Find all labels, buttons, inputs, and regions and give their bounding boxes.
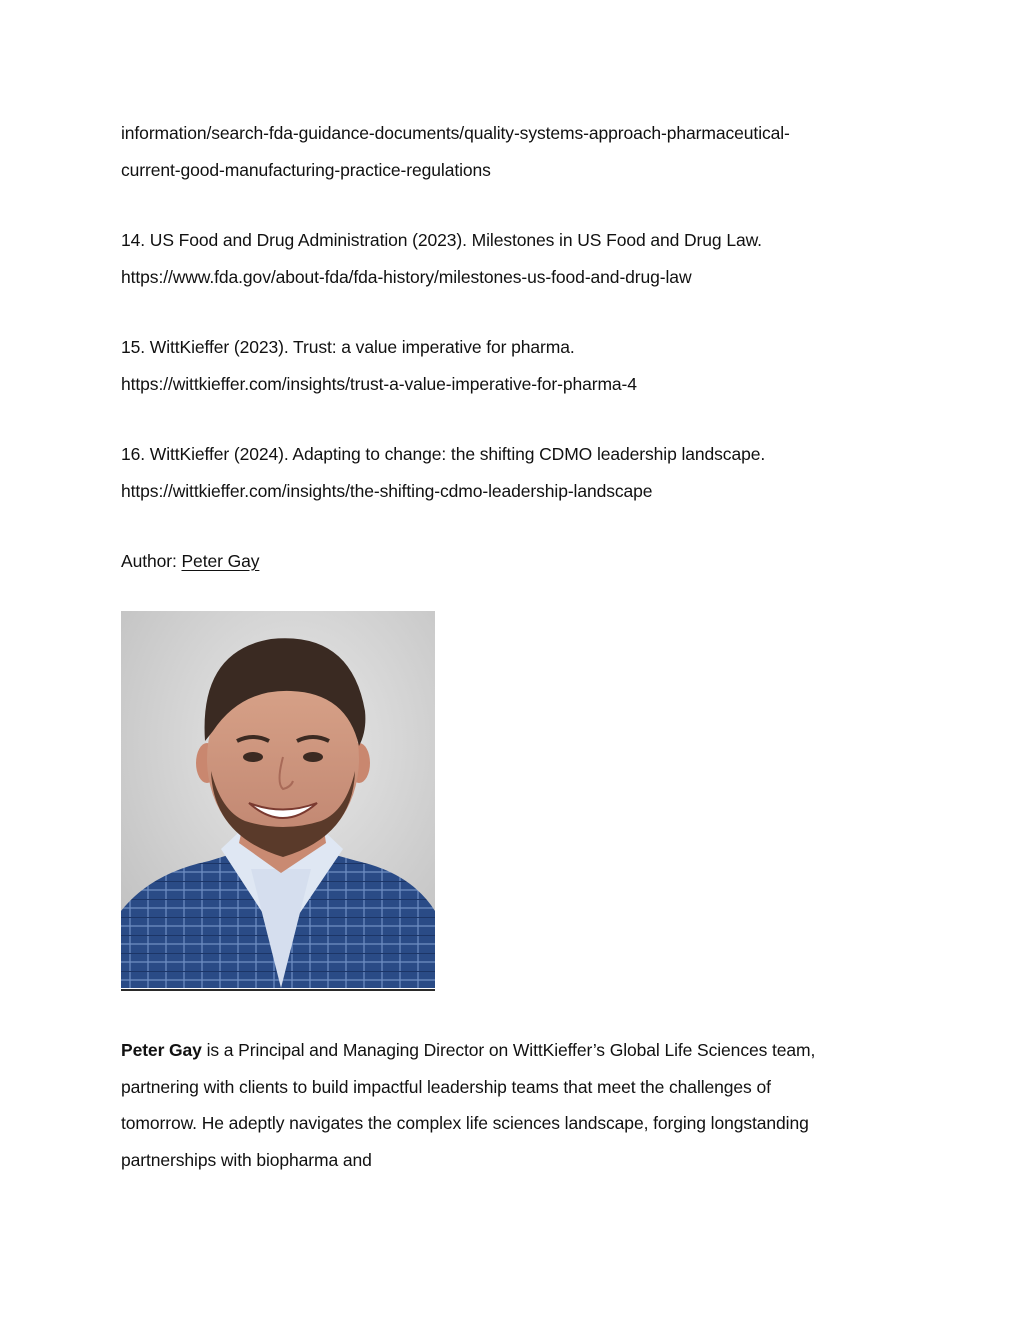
reference-continuation-line-1: information/search-fda-guidance-documents/quality-systems-approach-pharmaceutical-: [121, 123, 790, 143]
author-line: [121, 549, 259, 573]
reference-continuation-line-2: current-good-manufacturing-practice-regulations: [121, 160, 491, 180]
author-name-link[interactable]: Peter Gay: [181, 551, 260, 571]
bio-line-4: partnerships with biopharma and: [121, 1150, 372, 1170]
bio-line-3: tomorrow. He adeptly navigates the complex life sciences landscape, forging longstanding: [121, 1113, 809, 1133]
reference-16-url: https://wittkieffer.com/insights/the-shifting-cdmo-leadership-landscape: [121, 481, 653, 501]
reference-14-citation: 14. US Food and Drug Administration (2023). Milestones in US Food and Drug Law.: [121, 230, 762, 250]
bio-line-2: partnering with clients to build impactful leadership teams that meet the challenges of: [121, 1077, 771, 1097]
bio-name: Peter Gay: [121, 1040, 202, 1060]
author-portrait-photo: [121, 611, 435, 988]
reference-16-citation: 16. WittKieffer (2024). Adapting to change: the shifting CDMO leadership landscape.: [121, 444, 766, 464]
author-label: Author:: [121, 551, 182, 571]
photo-underline-rule: [121, 989, 435, 991]
reference-15-url: https://wittkieffer.com/insights/trust-a-value-imperative-for-pharma-4: [121, 374, 637, 394]
reference-14-url: https://www.fda.gov/about-fda/fda-history/milestones-us-food-and-drug-law: [121, 267, 692, 287]
reference-15-citation: 15. WittKieffer (2023). Trust: a value imperative for pharma.: [121, 337, 575, 357]
bio-line-1-text: is a Principal and Managing Director on WittKieffer’s Global Life Sciences team,: [201, 1040, 816, 1060]
bio-line-1: [121, 1038, 815, 1062]
